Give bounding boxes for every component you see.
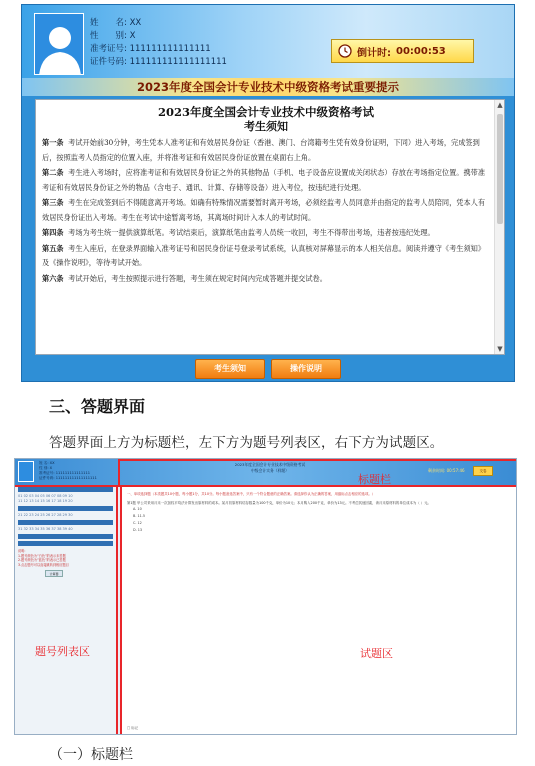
candidate-photo-small (18, 461, 34, 482)
countdown-timer (331, 39, 474, 63)
scroll-thumb[interactable] (497, 114, 503, 224)
admission-label: 准考证号: (90, 44, 127, 54)
article-5-head: 第五条 (42, 243, 64, 253)
calculator-button[interactable]: 计算器 (45, 570, 63, 577)
article-4 (42, 226, 490, 241)
legend-line: 1.题号颜色为“白色”的表示未答题 (18, 553, 66, 558)
legend (15, 548, 116, 568)
article-1-text: 考试开始前30分钟，考生凭本人准考证和有效居民身份证（香港、澳门、台湾籍考生凭有效身份证明，下同）进入考场，完成签到后，按照监考人员指定的位置入座，并将准考证和有效居民身份证放置在桌面右上角。 (42, 138, 480, 162)
question-list-panel (15, 485, 118, 735)
id-label: 证件号码: (90, 57, 127, 67)
candidate-photo (34, 13, 84, 75)
option-d[interactable]: D. 13 (133, 528, 143, 532)
list-band (18, 487, 113, 492)
name-value: XX (129, 18, 142, 28)
legend-line: 3.点击题号可以直接跳转到相应题目 (18, 562, 69, 567)
article-6-head: 第六条 (42, 273, 64, 283)
candidate-notice-button[interactable]: 考生须知 (195, 359, 265, 379)
info-line: 证件号码: 111111111111111111 (39, 476, 97, 480)
gender-value: X (129, 31, 136, 41)
notice-panel[interactable] (35, 99, 505, 355)
article-5 (42, 242, 490, 271)
remaining-time: 剩余时间: 00:57:46 (428, 468, 465, 473)
info-line: 姓 名: XX (39, 461, 55, 465)
exam-banner: 2023年度全国会计专业技术中级资格考试重要提示 (22, 78, 514, 96)
list-band (18, 520, 113, 525)
list-band (18, 506, 113, 511)
exam-notice-screenshot (21, 4, 515, 382)
gender-label: 性 别: (90, 31, 127, 41)
name-label: 姓 名: (90, 18, 127, 28)
article-5-text: 考生入座后，在登录界面输入准考证号和居民身份证号登录考试系统，认真核对屏幕显示的本人相关信息。阅读并遵守《考生须知》及《操作说明》，等待考试开始。 (42, 243, 486, 267)
article-4-text: 考场为考生统一提供演算纸笔。考试结束后，演算纸笔由监考人员统一收回，考生不得带出考场，违者按违纪处理。 (68, 228, 435, 237)
candidate-info-small (39, 461, 97, 481)
article-4-head: 第四条 (42, 228, 64, 237)
timer-value: 00:00:53 (396, 45, 446, 57)
section-description: 答题界面上方为标题栏，左下方为题号列表区，右下方为试题区。 (49, 435, 444, 451)
question-area (120, 485, 517, 735)
section-title: 三、答题界面 (49, 397, 146, 416)
list-band (18, 534, 113, 539)
header-title-line: 中级会计实务（样题） (251, 467, 289, 473)
legend-line: 2.题号颜色为“蓝色”的表示已答题 (18, 558, 66, 562)
question-number-row[interactable]: 11 12 13 14 15 16 17 18 19 20 (18, 499, 73, 503)
article-3-text: 考生在完成签到后不得随意离开考场。如确有特殊情况需要暂时离开考场，必须经监考人员同意并由指定的监考人员陪同，凭本人有效居民身份证出入考场。考生在考试中途暂离考场，其离场时间计入本人的考试时间。 (42, 198, 486, 222)
scroll-up-icon[interactable]: ▲ (497, 101, 503, 109)
option-a[interactable]: A. 10 (133, 507, 142, 511)
question-area-label: 试题区 (360, 647, 393, 660)
notice-button-row (22, 359, 514, 382)
article-3 (42, 196, 490, 225)
article-1 (42, 136, 490, 165)
candidate-info (90, 17, 227, 69)
scroll-down-icon[interactable]: ▼ (497, 345, 503, 353)
clock-icon (338, 44, 352, 58)
info-line: 准考证号: 111111111111111 (39, 471, 91, 475)
region-divider (15, 485, 120, 487)
notice-subtitle: 考生须知 (244, 120, 288, 133)
question-intro: 一、单项选择题（本类题共10小题，每小题1分，共10分。每小题备选答案中，只有一个符合题意的正确答案。请选择你认为正确的答案，用鼠标点击相应的选项。） (127, 492, 376, 496)
question-content (127, 492, 512, 534)
answer-interface-screenshot (14, 458, 517, 735)
timer-label: 倒计时: (357, 47, 391, 59)
title-bar-label: 标题栏 (358, 473, 391, 486)
id-value: 111111111111111111 (129, 57, 227, 67)
question-number-row[interactable]: 01 02 03 04 05 06 07 08 09 10 (18, 494, 73, 498)
legend-line: 说明: (18, 549, 26, 553)
title-bar-outline (118, 459, 517, 487)
info-line: 性 别: X (39, 466, 53, 470)
question-number-row[interactable]: 31 32 33 34 35 36 37 38 39 40 (18, 527, 73, 531)
submit-button[interactable]: 交卷 (473, 466, 493, 476)
article-3-head: 第三条 (42, 198, 64, 207)
mark-checkbox[interactable]: □ 标记 (127, 726, 139, 730)
article-2 (42, 166, 490, 195)
question-list-label: 题号列表区 (35, 645, 90, 658)
question-text: 第1题 甲公司采用月末一次加权平均法计算发出原材料的成本。某月初原材料结存数量为100千克，单价为10元；本月购入200千克，单价为13元。不考虑其他因素，该月末原材料的单位成本为（ ）元。 (127, 501, 431, 505)
exam-header (22, 5, 514, 81)
instructions-button[interactable]: 操作说明 (271, 359, 341, 379)
list-band (18, 541, 113, 546)
admission-value: 111111111111111 (129, 44, 211, 54)
question-number-row[interactable]: 21 22 23 24 25 26 27 28 29 30 (18, 513, 73, 517)
article-2-head: 第二条 (42, 168, 64, 177)
notice-title: 2023年度全国会计专业技术中级资格考试 (157, 105, 374, 119)
article-6 (42, 272, 490, 287)
sub-heading: （一）标题栏 (49, 747, 133, 763)
header-title-line: 2023年度全国会计专业技术中级资格考试 (234, 462, 306, 467)
article-6-text: 考试开始后，考生按照提示进行答题，考生须在规定时间内完成答题并提交试卷。 (68, 273, 327, 283)
article-2-text: 考生进入考场时，应将准考证和有效居民身份证之外的其他物品（手机、电子设备应设置成关闭状态）存放在考场指定位置。携带准考证和有效居民身份证之外的物品（含电子、通讯、计算、存储等设备）进入考位，按违纪进行处理。 (42, 168, 486, 192)
option-c[interactable]: C. 12 (133, 521, 142, 525)
notice-scrollbar[interactable] (494, 100, 504, 354)
article-1-head: 第一条 (42, 138, 64, 147)
option-b[interactable]: B. 11.5 (133, 514, 146, 518)
